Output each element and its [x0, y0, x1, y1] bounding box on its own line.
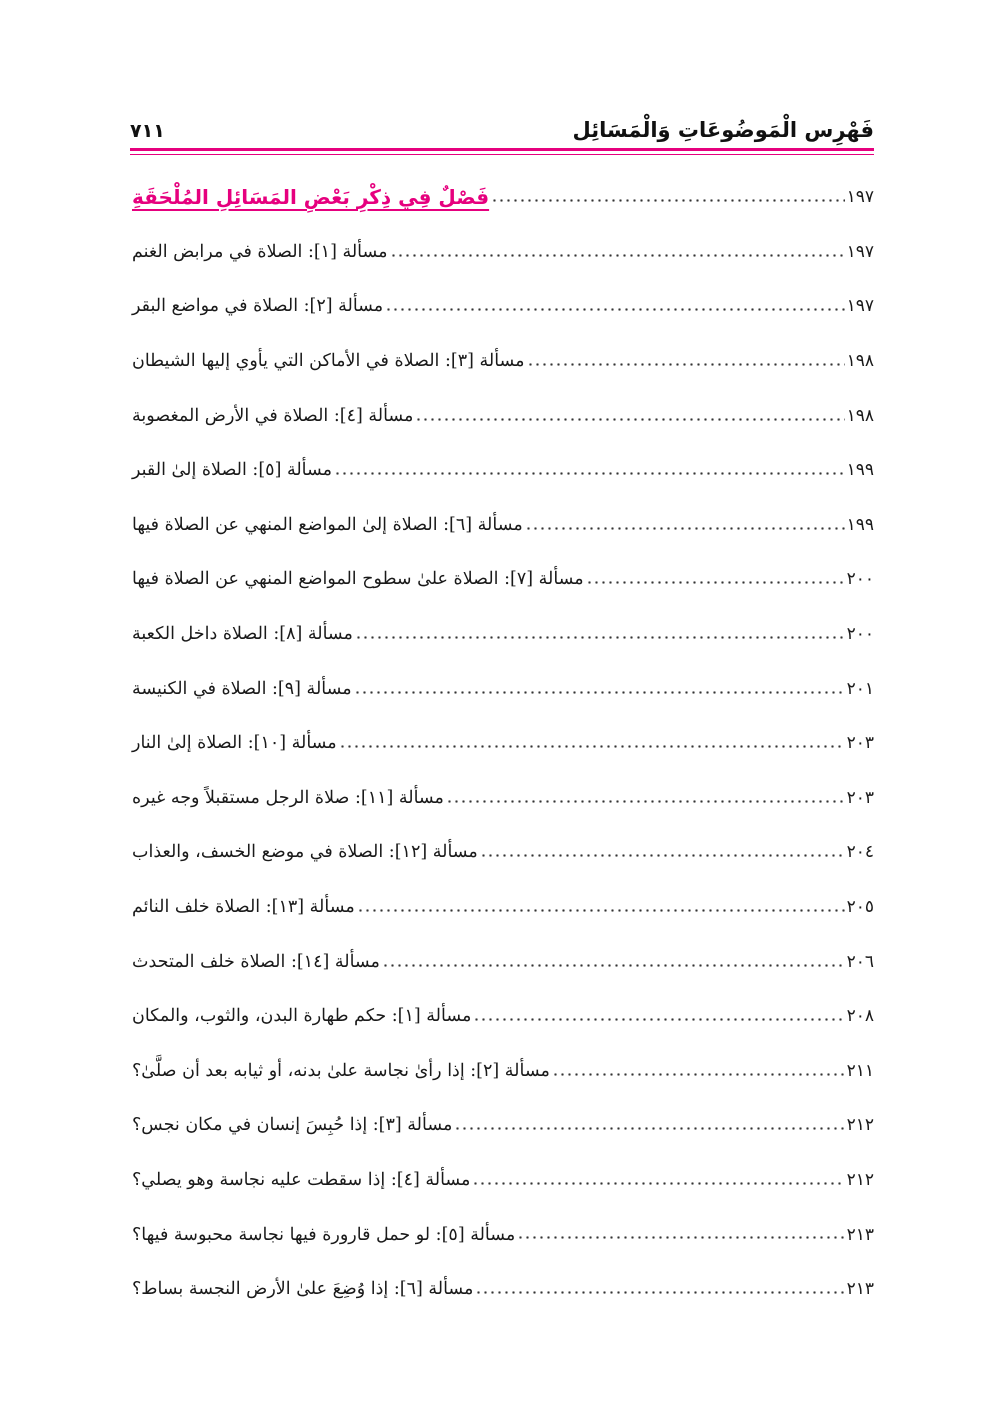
leader-dots — [339, 734, 845, 753]
toc-entry-text: مسألة [١٠]: الصلاة إلىٰ النار — [132, 733, 337, 754]
toc-entry-text: مسألة [٦]: الصلاة إلىٰ المواضع المنهي عن الصلاة فيها — [132, 514, 523, 535]
toc-page-number: ١٩٧ — [846, 187, 874, 208]
toc-page-number: ٢٠٥ — [846, 897, 874, 918]
leader-dots — [354, 679, 845, 698]
leader-dots — [382, 952, 845, 971]
toc-page-number: ٢٠٣ — [846, 733, 874, 754]
leader-dots — [357, 897, 845, 916]
toc-entry-text: مسألة [٧]: الصلاة علىٰ سطوح المواضع المنهي عن الصلاة فيها — [132, 569, 584, 590]
toc-entry-text: مسألة [٤]: إذا سقطت عليه نجاسة وهو يصلي؟ — [132, 1169, 471, 1190]
toc-entry-text: مسألة [٣]: إذا حُبِسَ إنسان في مكان نجس؟ — [132, 1115, 453, 1136]
header-rule-thin — [130, 154, 874, 155]
toc-row — [130, 825, 874, 880]
leader-dots — [586, 570, 845, 589]
toc-section-heading — [130, 170, 874, 225]
toc-page-number: ٢٠٤ — [846, 842, 874, 863]
toc-row — [130, 661, 874, 716]
leader-dots — [454, 1116, 844, 1135]
leader-dots — [385, 297, 844, 316]
toc-row — [130, 1153, 874, 1208]
toc-entry-text: مسألة [٢]: الصلاة في مواضع البقر — [132, 296, 384, 317]
toc-row — [130, 607, 874, 662]
header-rule-thick — [130, 148, 874, 151]
toc-entry-text: مسألة [٤]: الصلاة في الأرض المغصوبة — [132, 405, 414, 426]
toc-page-number: ٢١٣ — [846, 1224, 874, 1245]
toc-entry-text: مسألة [٢]: إذا رأىٰ نجاسة علىٰ بدنه، أو ثيابه بعد أن صلَّىٰ؟ — [132, 1060, 550, 1081]
toc-row — [130, 552, 874, 607]
toc-page-number: ٢٠٦ — [846, 951, 874, 972]
toc-page-number: ١٩٨ — [846, 405, 874, 426]
toc-row — [130, 388, 874, 443]
leader-dots — [475, 1280, 844, 1299]
toc-entry-text: مسألة [٥]: لو حمل قارورة فيها نجاسة محبوسة فيها؟ — [132, 1224, 516, 1245]
toc-entry-text: مسألة [١٣]: الصلاة خلف النائم — [132, 897, 355, 918]
toc-entry-text: فَصْلٌ فِي ذِكْرِ بَعْضِ المَسَائِلِ المُلْحَقَةِ — [132, 185, 490, 210]
leader-dots — [525, 515, 845, 534]
leader-dots — [415, 406, 844, 425]
toc-entry-text: مسألة [١]: حكم طهارة البدن، والثوب، والمكان — [132, 1006, 472, 1027]
toc-row — [130, 443, 874, 498]
toc-page-number: ١٩٧ — [846, 241, 874, 262]
toc-row — [130, 1044, 874, 1099]
toc-row — [130, 880, 874, 935]
toc-row — [130, 334, 874, 389]
toc-row — [130, 225, 874, 280]
toc-row — [130, 716, 874, 771]
toc-row — [130, 989, 874, 1044]
leader-dots — [517, 1225, 844, 1244]
leader-dots — [390, 242, 845, 261]
page-number: ٧١١ — [130, 120, 165, 142]
leader-dots — [334, 461, 845, 480]
table-of-contents — [130, 170, 874, 1316]
toc-page-number: ٢١٣ — [846, 1279, 874, 1300]
toc-entry-text: مسألة [٨]: الصلاة داخل الكعبة — [132, 624, 353, 645]
toc-entry-text: مسألة [١٤]: الصلاة خلف المتحدث — [132, 951, 380, 972]
toc-page-number: ١٩٧ — [846, 296, 874, 317]
toc-row — [130, 1207, 874, 1262]
toc-entry-text: مسألة [١١]: صلاة الرجل مستقبلاً وجه غيره — [132, 787, 444, 808]
toc-entry-text: مسألة [٣]: الصلاة في الأماكن التي يأوي إليها الشيطان — [132, 351, 525, 372]
page-header — [130, 108, 874, 146]
toc-page-number: ٢٠١ — [846, 678, 874, 699]
toc-row — [130, 1098, 874, 1153]
leader-dots — [355, 624, 845, 643]
leader-dots — [480, 843, 845, 862]
toc-row — [130, 279, 874, 334]
toc-page-number: ٢١١ — [846, 1060, 874, 1081]
toc-row — [130, 771, 874, 826]
toc-page-number: ١٩٩ — [846, 514, 874, 535]
toc-page-number: ١٩٨ — [846, 351, 874, 372]
toc-row — [130, 934, 874, 989]
toc-entry-text: مسألة [٥]: الصلاة إلىٰ القبر — [132, 460, 332, 481]
toc-entry-text: مسألة [٦]: إذا وُضِعَ علىٰ الأرض النجسة بساط؟ — [132, 1279, 474, 1300]
toc-entry-text: مسألة [١]: الصلاة في مرابض الغنم — [132, 241, 388, 262]
toc-page-number: ٢٠٠ — [846, 624, 874, 645]
toc-row — [130, 498, 874, 553]
leader-dots — [446, 788, 845, 807]
toc-entry-text: مسألة [١٢]: الصلاة في موضع الخسف، والعذاب — [132, 842, 478, 863]
toc-page-number: ٢٠٠ — [846, 569, 874, 590]
toc-page-number: ٢٠٣ — [846, 787, 874, 808]
toc-page-number: ٢١٢ — [846, 1169, 874, 1190]
leader-dots — [552, 1061, 845, 1080]
toc-page-number: ٢١٢ — [846, 1115, 874, 1136]
toc-page-number: ٢٠٨ — [846, 1006, 874, 1027]
toc-page-number: ١٩٩ — [846, 460, 874, 481]
toc-row — [130, 1262, 874, 1317]
toc-entry-text: مسألة [٩]: الصلاة في الكنيسة — [132, 678, 352, 699]
leader-dots — [527, 351, 845, 370]
running-title: فَهْرِس الْمَوضُوعَاتِ وَالْمَسَائِل — [572, 118, 874, 142]
leader-dots — [472, 1170, 844, 1189]
leader-dots — [491, 188, 845, 207]
leader-dots — [473, 1007, 844, 1026]
